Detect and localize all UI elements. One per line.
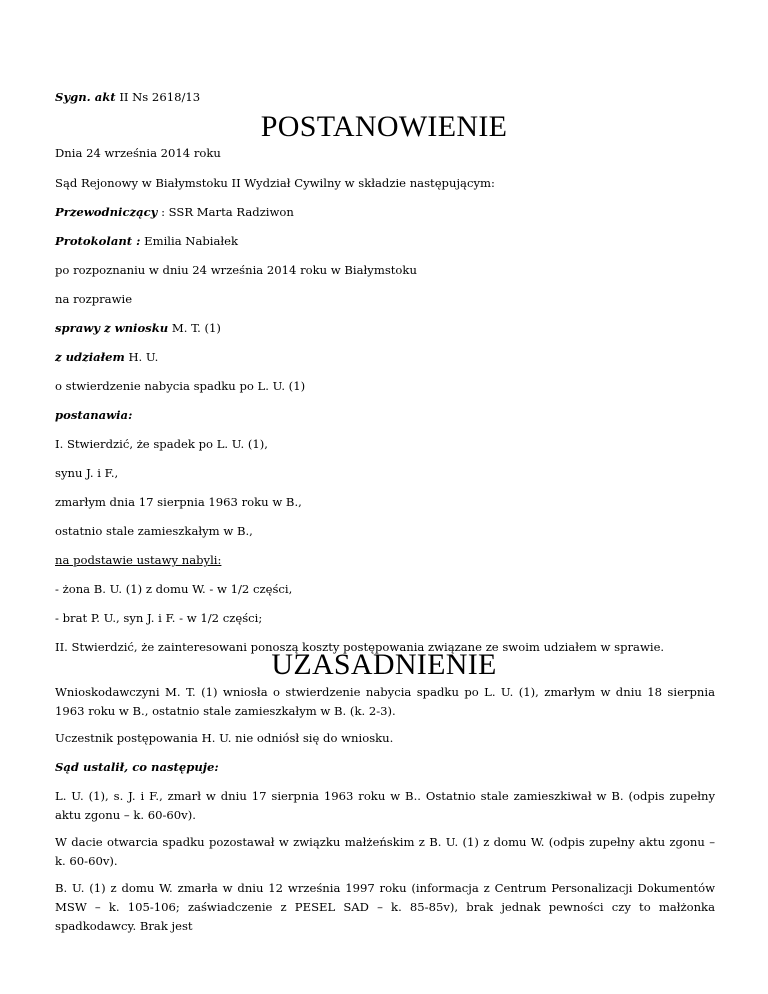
ruling-line-3: zmarłym dnia 17 sierpnia 1963 roku w B., — [55, 495, 302, 509]
ruling-line-5: na podstawie ustawy nabyli: — [55, 553, 222, 567]
hearing-line: po rozpoznaniu w dniu 24 września 2014 roku w Białymstoku — [55, 263, 417, 277]
court-clerk — [55, 233, 238, 250]
case-of — [55, 320, 221, 337]
case-of-value: M. T. (1) — [168, 321, 221, 335]
presiding-judge — [55, 204, 294, 221]
ruling-line-6: - żona B. U. (1) z domu W. - w 1/2 części, — [55, 582, 293, 596]
ruling-point-2: II. Stwierdzić, że zainteresowani ponoszą koszty postępowania związane ze swoim udziałem w sprawie. — [55, 640, 665, 654]
presiding-label: Przewodniczący — [55, 205, 158, 219]
justification-paragraph-1: Wnioskodawczyni M. T. (1) wniosła o stwierdzenie nabycia spadku po L. U. (1), zmarłym w dniu 18 sierpnia 1963 roku w B., ostatnio stale zamieszkałym w B. (k. 2-3). — [55, 685, 715, 718]
case-reference-value: II Ns 2618/13 — [119, 90, 201, 104]
justification-paragraph-3: L. U. (1), s. J. i F., zmarł w dniu 17 sierpnia 1963 roku w B.. Ostatnio stale zamieszkiwał w B. (odpis zupełny aktu zgonu – k. 60-60v). — [55, 789, 715, 822]
decides-label: postanawia: — [55, 408, 133, 422]
subject-line: o stwierdzenie nabycia spadku po L. U. (1) — [55, 379, 306, 393]
case-reference-label: Sygn. akt — [55, 90, 116, 104]
ruling-line-2: synu J. i F., — [55, 466, 119, 480]
case-reference — [55, 89, 200, 106]
justification-paragraph-5: B. U. (1) z domu W. zmarła w dniu 12 września 1997 roku (informacja z Centrum Personalizacji Dokumentów MSW – k. 105-106; zaświadczenie z PESEL SAD – k. 85-85v), brak jednak pewności czy to małżonka spadkodawcy. Brak jest — [55, 881, 715, 933]
court-line: Sąd Rejonowy w Białymstoku II Wydział Cywilny w składzie następującym: — [55, 176, 495, 190]
justification-title: UZASADNIENIE — [271, 648, 497, 681]
date-line: Dnia 24 września 2014 roku — [55, 146, 221, 160]
ruling-line-4: ostatnio stale zamieszkałym w B., — [55, 524, 253, 538]
participant-value: H. U. — [124, 350, 159, 364]
clerk-label: Protokolant : — [55, 234, 141, 248]
justification-paragraph-2: Uczestnik postępowania H. U. nie odniósł się do wniosku. — [55, 731, 394, 745]
ruling-point-1: I. Stwierdzić, że spadek po L. U. (1), — [55, 437, 268, 451]
case-of-label: sprawy z wniosku — [55, 321, 169, 335]
participant-label: z udziałem — [55, 350, 125, 364]
facts-label: Sąd ustalił, co następuje: — [55, 760, 219, 774]
justification-paragraph-4: W dacie otwarcia spadku pozostawał w związku małżeńskim z B. U. (1) z domu W. (odpis zupełny aktu zgonu – k. 60-60v). — [55, 835, 715, 868]
clerk-value: Emilia Nabiałek — [140, 234, 239, 248]
session-line: na rozprawie — [55, 292, 133, 306]
ruling-line-7: - brat P. U., syn J. i F. - w 1/2 części; — [55, 611, 263, 625]
participant — [55, 349, 158, 366]
presiding-value: : SSR Marta Radziwon — [157, 205, 294, 219]
document-title: POSTANOWIENIE — [260, 110, 508, 143]
